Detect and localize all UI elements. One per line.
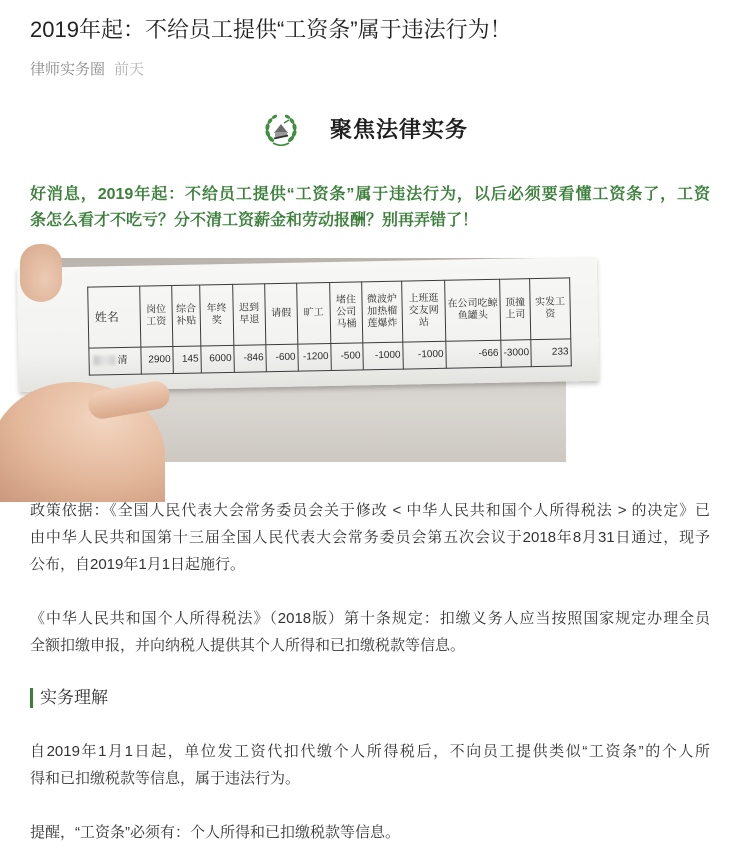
policy-basis-paragraph — [30, 497, 710, 578]
payslip-value-cell: 6000 — [201, 345, 235, 373]
payslip-header-cell: 年终奖 — [200, 284, 234, 346]
payslip-value-cell: -666 — [446, 340, 502, 368]
paragraph-line: 自2019年1月1日起，单位发工资代扣代缴个人所得税后，不向员工提供类似“工资条”的个人所 — [30, 743, 710, 760]
payslip-value-cell: -1000 — [363, 342, 404, 370]
payslip-value-cell: -3000 — [501, 340, 532, 368]
section-heading-text: 实务理解 — [40, 688, 108, 707]
paragraph-line: 政策依据：《全国人民代表大会常务委员会关于修改 < 中华人民共和国个人所得税法 > 的决定》已 — [30, 502, 710, 519]
payslip-header-cell: 迟到早退 — [233, 284, 266, 346]
payslip-value-cell: -1200 — [298, 343, 332, 371]
payslip-header-cell: 微波炉加热榴莲爆炸 — [362, 281, 403, 343]
payslip-value-cell: 145 — [173, 346, 202, 374]
payslip-header-cell: 综合补贴 — [172, 285, 201, 347]
payslip-header-cell: 岗位工资 — [140, 286, 173, 348]
payslip-header-cell: 姓名 — [88, 286, 141, 348]
paragraph-line: 提醒，“工资条”必须有：个人所得和已扣缴税款等信息。 — [30, 824, 400, 841]
payslip-table — [87, 277, 572, 375]
payslip-value-cell: -846 — [234, 345, 267, 373]
payslip-value-cell: -500 — [331, 343, 364, 371]
reminder-paragraph — [30, 819, 710, 846]
banner-title: 聚焦法律实务 — [329, 117, 468, 142]
article-title: 2019年起：不给员工提供“工资条”属于违法行为！ — [30, 17, 512, 42]
law-emblem-icon — [262, 111, 300, 149]
payslip-header-cell: 在公司吃鲸鱼罐头 — [445, 279, 501, 341]
paragraph-line: 《中华人民共和国个人所得税法》（2018版）第十条规定：扣缴义务人应当按照国家规定办理全员 — [30, 610, 710, 627]
payslip-header-cell: 顶撞上司 — [500, 279, 531, 341]
payslip-header-cell: 请假 — [265, 283, 298, 345]
payslip-photo[interactable] — [30, 258, 569, 462]
payslip-header-cell: 堵住公司马桶 — [330, 282, 363, 344]
paragraph-line: 由中华人民共和国第十三届全国人民代表大会常务委员会第五次会议于2018年8月31日通过，现予 — [30, 529, 710, 546]
paragraph-line: 全额扣缴申报，并向纳税人提供其个人所得和已扣缴税款等信息。 — [30, 637, 466, 654]
intro-line: 条怎么看才不吃亏？分不清工资薪金和劳动报酬？别再弄错了！ — [30, 212, 479, 229]
payslip-header-cell: 实发工资 — [530, 278, 571, 340]
intro-highlight — [30, 182, 710, 234]
payslip-header-row — [88, 278, 571, 348]
intro-line: 好消息，2019年起：不给员工提供“工资条”属于违法行为，以后必须要看懂工资条了，工资 — [30, 186, 710, 203]
article-meta — [30, 60, 710, 80]
payslip-header-cell: 旷工 — [297, 283, 331, 345]
paragraph-line: 公布，自2019年1月1日起施行。 — [30, 556, 246, 573]
paragraph-line: 得和已扣缴税款等信息，属于违法行为。 — [30, 770, 301, 787]
payslip-value-cell: 2900 — [141, 347, 174, 375]
account-name-link[interactable]: 律师实务圈 — [30, 61, 106, 78]
payslip-value-cell: -1000 — [403, 341, 447, 369]
hand-thumb — [20, 244, 62, 302]
payslip-value-cell: 233 — [531, 339, 572, 367]
section-heading — [30, 686, 710, 710]
payslip-name-cell — [89, 347, 142, 375]
publish-time: 前天 — [114, 61, 145, 78]
blurred-name-mask — [94, 355, 116, 365]
payslip-paper — [17, 257, 599, 392]
payslip-name-value: 清 — [117, 354, 128, 367]
practice-paragraph — [30, 738, 710, 792]
payslip-header-cell: 上班逛交友网站 — [402, 280, 446, 342]
brand-banner — [30, 110, 710, 150]
law-article-paragraph — [30, 605, 710, 659]
payslip-value-cell: -600 — [266, 344, 299, 372]
section-accent-bar — [30, 688, 33, 708]
